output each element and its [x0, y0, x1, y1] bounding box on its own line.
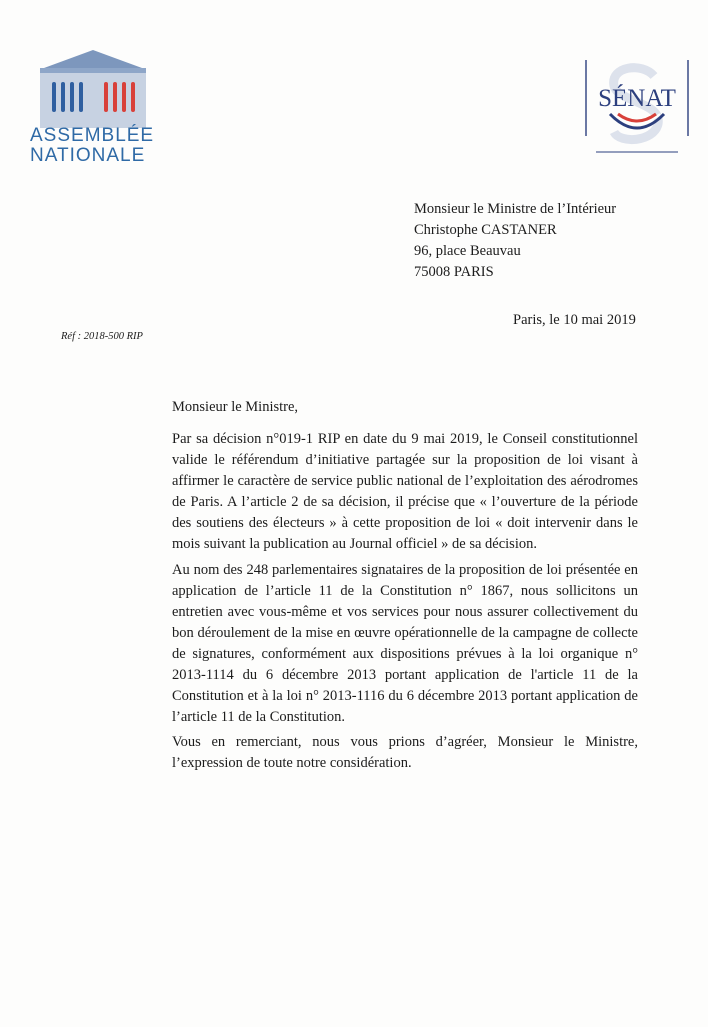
- assemblee-logo-line2: NATIONALE: [30, 145, 146, 166]
- assemblee-nationale-logo: [30, 46, 160, 164]
- addressee-title: Monsieur le Ministre de l’Intérieur: [414, 201, 617, 217]
- letter-date: Paris, le 10 mai 2019: [513, 312, 636, 328]
- senat-logo-text: SÉNAT: [598, 85, 676, 112]
- assemblee-emblem-icon: [36, 46, 150, 128]
- reference: Réf : 2018-500 RIP: [61, 331, 143, 342]
- paragraph-closing: Vous en remerciant, nous vous prions d’agréer, Monsieur le Ministre, l’expression de toute notre considération.: [172, 734, 638, 771]
- addressee-street: 96, place Beauvau: [414, 243, 521, 259]
- assemblee-logo-text: [30, 126, 160, 166]
- senat-logo: [584, 58, 690, 156]
- salutation: Monsieur le Ministre,: [172, 399, 299, 415]
- addressee-city: 75008 PARIS: [414, 264, 494, 280]
- addressee-block: [414, 199, 616, 283]
- paragraph-request: Au nom des 248 parlementaires signataires de la proposition de loi présentée en application de l’article 11 de la Constitution n° 1867, nous sollicitons un entretien avec vous-même et vos services pour nous assurer collectivement du bon déroulement de la mise en œuvre opérationnelle de la campagne de collecte de signatures, conformément aux dispositions prévues à la loi organique n° 2013-1114 du 6 décembre 2013 portant application de l'article 11 de la Constitution et à la loi n° 2013-1116 du 6 décembre 2013 portant application de l’article 11 de la Constitution.: [172, 562, 638, 725]
- paragraph-decision: Par sa décision n°019-1 RIP en date du 9 mai 2019, le Conseil constitutionnel valide le référendum d’initiative partagée sur la proposition de loi visant à affirmer le caractère de service public national de l’exploitation des aérodromes de Paris. A l’article 2 de sa décision, il précise que « l’ouverture de la période des soutiens des électeurs » à cette proposition de loi « doit intervenir dans le mois suivant la publication au Journal officiel » de sa décision.: [172, 431, 638, 552]
- assemblee-logo-line1: ASSEMBLÉE: [30, 125, 155, 146]
- addressee-name: Christophe CASTANER: [414, 222, 557, 238]
